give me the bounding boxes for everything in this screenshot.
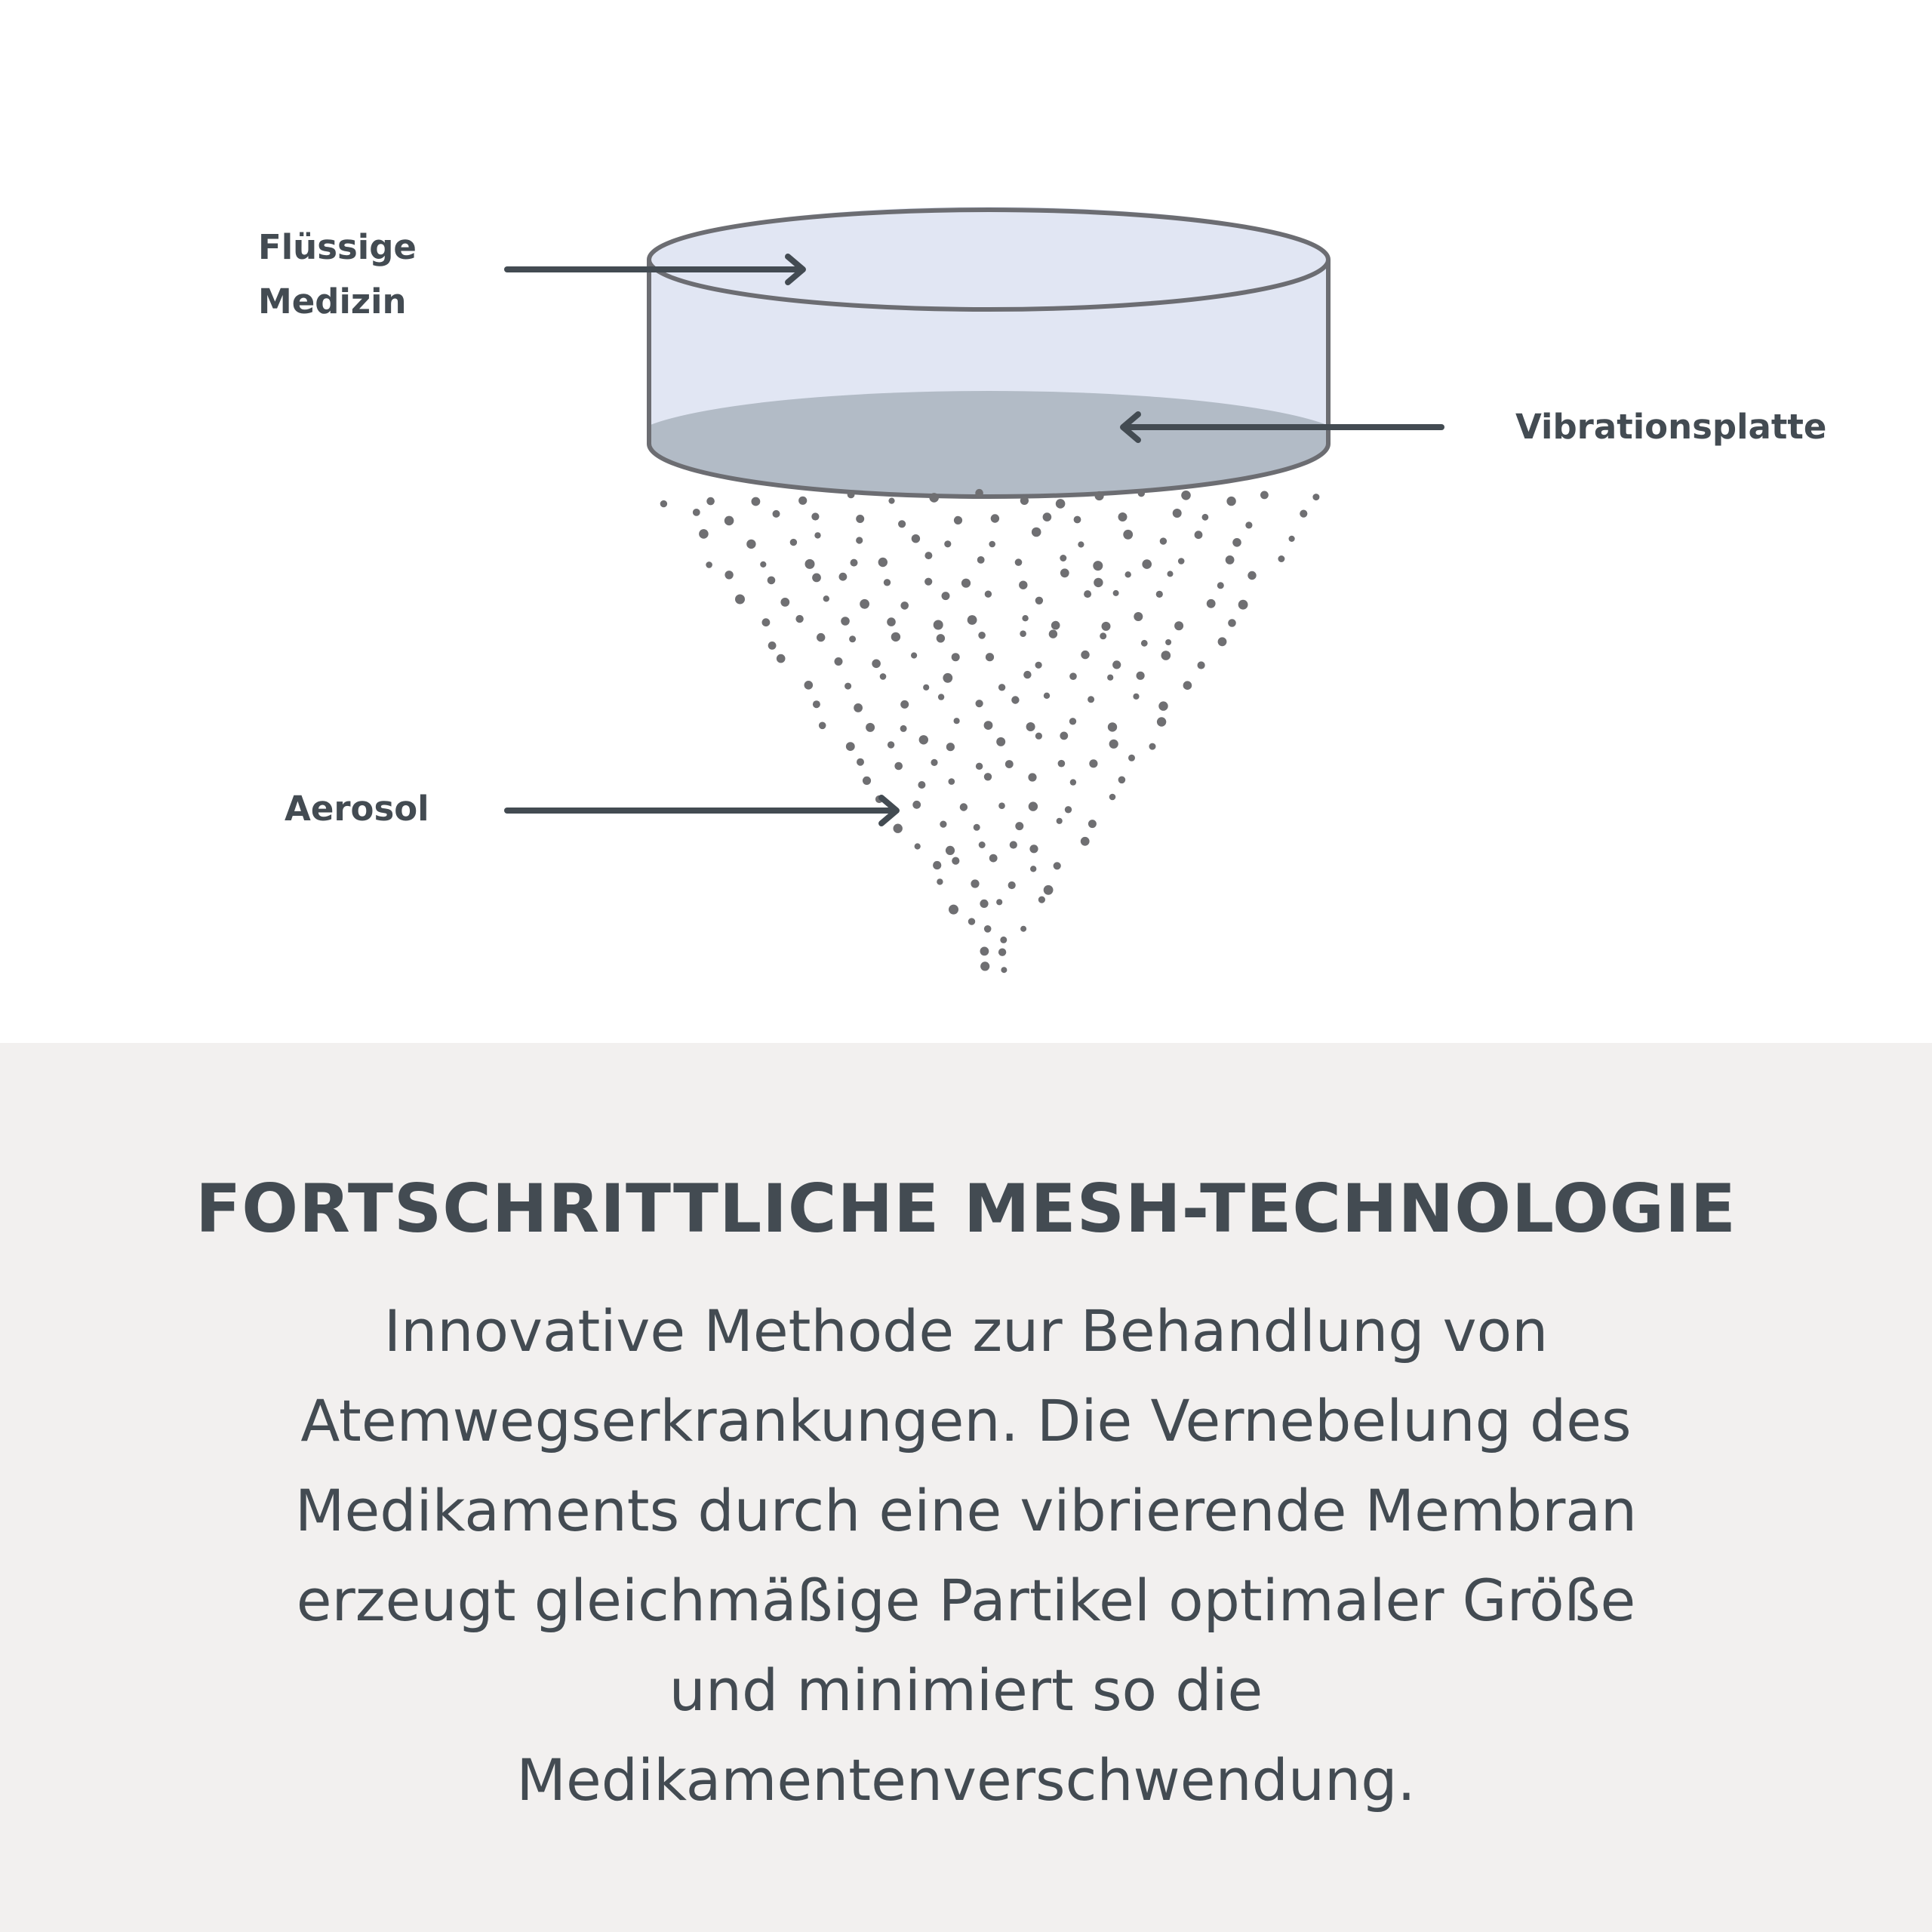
- aerosol-particle: [1181, 491, 1191, 500]
- aerosol-particle: [872, 660, 881, 669]
- aerosol-particle: [1060, 732, 1068, 740]
- aerosol-particle: [1060, 568, 1069, 577]
- aerosol-particle: [1109, 794, 1116, 801]
- aerosol-particle: [998, 802, 1005, 809]
- aerosol-particle: [856, 515, 864, 523]
- aerosol-particle: [976, 763, 983, 770]
- aerosol-particle: [819, 722, 826, 730]
- aerosol-particle: [1035, 662, 1042, 669]
- aerosol-particle: [1168, 571, 1174, 577]
- aerosol-particle: [860, 599, 869, 609]
- aerosol-particle: [1174, 621, 1183, 630]
- aerosol-particle: [760, 561, 766, 568]
- description: [136, 1286, 1796, 1825]
- aerosol-particle: [1232, 538, 1241, 547]
- aerosol-particle: [923, 685, 929, 691]
- aerosol-particle: [1112, 660, 1121, 669]
- aerosol-particle: [1022, 615, 1028, 621]
- aerosol-particle: [991, 514, 999, 522]
- aerosol-particle: [752, 497, 761, 506]
- aerosol-particle: [1095, 491, 1104, 500]
- aerosol-particle: [1094, 578, 1103, 587]
- aerosol-particle: [1078, 541, 1084, 547]
- aerosol-particle: [1015, 558, 1023, 566]
- aerosol-particle: [817, 633, 825, 641]
- aerosol-particle: [1015, 822, 1023, 830]
- aerosol-particle: [996, 899, 1002, 905]
- aerosol-particle: [912, 801, 921, 809]
- aerosol-particle: [1005, 760, 1014, 768]
- aerosol-particle: [706, 561, 712, 568]
- aerosol-particle: [1001, 967, 1007, 973]
- aerosol-particle: [841, 617, 850, 626]
- aerosol-particle: [1247, 571, 1256, 580]
- aerosol-particle: [849, 635, 856, 642]
- aerosol-particle: [968, 615, 977, 625]
- aerosol-particle: [933, 861, 941, 869]
- aerosol-particle: [888, 498, 894, 504]
- aerosol-particle: [1183, 681, 1192, 690]
- aerosol-particle: [984, 773, 992, 780]
- label-liquid-line-1: Flüssige: [258, 227, 417, 267]
- aerosol-particle: [942, 592, 950, 600]
- aerosol-particle: [746, 540, 755, 549]
- aerosol-particle: [937, 878, 943, 884]
- aerosol-particle: [1300, 510, 1307, 518]
- aerosol-particle: [1044, 693, 1050, 699]
- aerosol-particle: [1123, 530, 1133, 540]
- aerosol-particle: [974, 824, 980, 831]
- aerosol-particle: [1160, 537, 1167, 544]
- aerosol-particle: [971, 879, 979, 888]
- aerosol-particle: [699, 529, 709, 539]
- label-liquid-line-2: Medizin: [258, 281, 407, 321]
- aerosol-particle: [866, 723, 875, 732]
- aerosol-particle: [1107, 675, 1113, 681]
- aerosol-particle: [884, 579, 891, 586]
- aerosol-particle: [952, 653, 960, 661]
- aerosol-particle: [812, 574, 821, 583]
- aerosol-particle: [968, 918, 975, 924]
- aerosol-particle: [839, 573, 848, 581]
- aerosol-particle: [919, 735, 928, 744]
- aerosol-particle: [880, 673, 887, 680]
- aerosol-particle: [940, 821, 946, 828]
- aerosol-particle: [891, 632, 900, 641]
- aerosol-particle: [946, 743, 955, 751]
- aerosol-particle: [660, 500, 667, 507]
- aerosol-particle: [1156, 591, 1163, 598]
- description-line: Medikamentenverschwendung.: [516, 1746, 1416, 1814]
- aerosol-particle: [1008, 881, 1016, 889]
- aerosol-particle: [929, 493, 939, 503]
- arrow-aerosol: [507, 798, 897, 823]
- aerosol-particle: [1173, 509, 1182, 518]
- aerosol-particle: [979, 841, 986, 848]
- aerosol-particle: [888, 741, 894, 748]
- aerosol-particle: [805, 559, 815, 569]
- aerosol-particle: [998, 949, 1006, 956]
- aerosol-particle: [814, 532, 820, 538]
- aerosol-particle: [835, 657, 843, 666]
- aerosol-particle: [1226, 555, 1235, 565]
- aerosol-particle: [1312, 494, 1319, 500]
- aerosol-particle: [1102, 622, 1111, 631]
- aerosol-particle: [846, 742, 855, 751]
- aerosol-particle: [961, 579, 971, 588]
- aerosol-particle: [900, 725, 907, 732]
- aerosol-particle: [1023, 671, 1031, 678]
- aerosol-particle: [1049, 629, 1057, 638]
- aerosol-particle: [1161, 651, 1171, 660]
- aerosol-particle: [1029, 801, 1038, 811]
- aerosol-particle: [1125, 571, 1131, 577]
- aerosol-particle: [1134, 612, 1143, 621]
- aerosol-particle: [1228, 619, 1236, 627]
- aerosol-particle: [724, 516, 734, 526]
- aerosol-particle: [1178, 558, 1185, 565]
- aerosol-particle: [924, 552, 932, 559]
- aerosol-particle: [1081, 651, 1089, 659]
- aerosol-particle: [1245, 521, 1252, 528]
- aerosol-particle: [811, 512, 819, 520]
- description-panel: [0, 1043, 1932, 1932]
- aerosol-particle: [790, 539, 797, 546]
- aerosol-particle: [1020, 630, 1026, 637]
- aerosol-particle: [1093, 561, 1103, 571]
- aerosol-particle: [894, 824, 903, 833]
- aerosol-particle: [798, 497, 807, 505]
- aerosol-particle: [998, 684, 1005, 691]
- aerosol-particle: [980, 947, 989, 956]
- aerosol-particle: [937, 634, 945, 642]
- aerosol-particle: [1260, 491, 1269, 500]
- aerosol-particle: [762, 618, 771, 626]
- label-vibration-plate: Vibrationsplatte: [1515, 407, 1827, 447]
- aerosol-particle: [912, 534, 920, 543]
- aerosol-particle: [724, 571, 733, 579]
- aerosol-particle: [1149, 743, 1156, 750]
- aerosol-particle: [1084, 590, 1091, 598]
- aerosol-particle: [1020, 497, 1029, 505]
- label-liquid-medicine: [258, 220, 417, 329]
- aerosol-particle: [1043, 512, 1052, 521]
- aerosol-particle: [1226, 497, 1235, 506]
- aerosol-particle: [1158, 701, 1168, 710]
- description-line: und minimiert so die: [669, 1657, 1263, 1724]
- aerosol-particle: [1202, 514, 1209, 521]
- aerosol-particle: [1207, 599, 1216, 608]
- aerosol-particle: [938, 694, 944, 700]
- aerosol-particle: [1217, 582, 1224, 589]
- aerosol-particle: [949, 778, 955, 785]
- aerosol-particle: [773, 510, 780, 518]
- aerosol-particle: [1195, 531, 1203, 539]
- aerosol-particle: [780, 598, 789, 607]
- aerosol-particle: [1058, 760, 1066, 768]
- aerosol-particle: [863, 777, 871, 785]
- aerosol-particle: [944, 540, 951, 547]
- aerosol-particle: [813, 700, 820, 708]
- aerosol-particle: [1057, 818, 1063, 824]
- aerosol-particle: [848, 491, 855, 499]
- aerosol-particle: [1089, 759, 1097, 768]
- aerosol-particle: [894, 762, 903, 771]
- aerosol-particle: [768, 641, 777, 650]
- aerosol-particle: [1060, 555, 1066, 561]
- aerosol-particle: [1065, 806, 1072, 813]
- aerosol-particle: [1010, 841, 1017, 848]
- description-line: Innovative Methode zur Behandlung von: [383, 1297, 1549, 1364]
- aerosol-particle: [915, 843, 921, 849]
- aerosol-particle: [918, 781, 925, 789]
- aerosol-particle: [943, 673, 952, 683]
- aerosol-particle: [1198, 661, 1205, 669]
- aerosol-particle: [1029, 844, 1038, 853]
- aerosol-particle: [1109, 740, 1118, 749]
- aerosol-particle: [693, 509, 700, 516]
- aerosol-particle: [706, 497, 715, 506]
- aerosol-particle: [931, 759, 937, 766]
- aerosol-particle: [1218, 637, 1227, 646]
- aerosol-particle: [989, 541, 995, 548]
- description-line: Medikaments durch eine vibrierende Membran: [294, 1477, 1638, 1544]
- aerosol-particle: [878, 558, 888, 567]
- aerosol-particle: [887, 617, 896, 626]
- aerosol-particle: [844, 683, 851, 690]
- aerosol-particle: [949, 905, 958, 915]
- description-line: Atemwegserkrankungen. Die Vernebelung des: [300, 1387, 1632, 1454]
- aerosol-particle: [954, 516, 962, 525]
- aerosol-particle: [900, 601, 909, 610]
- aerosol-particle: [804, 681, 814, 690]
- aerosol-particle: [1118, 777, 1126, 784]
- aerosol-particle: [980, 900, 988, 908]
- aerosol-particle: [1069, 718, 1076, 724]
- aerosol-particle: [1030, 866, 1036, 872]
- aerosol-particle: [996, 737, 1005, 746]
- aerosol-particle: [857, 758, 864, 766]
- aerosol-particle: [1137, 672, 1145, 680]
- aerosol-particle: [900, 700, 909, 709]
- aerosol-particle: [1081, 837, 1090, 846]
- aerosol-particle: [1035, 597, 1043, 605]
- heading: FORTSCHRITTLICHE MESH-TECHNOLOGIE: [195, 1170, 1737, 1247]
- aerosol-particle: [1056, 499, 1066, 509]
- aerosol-particle: [1028, 773, 1036, 781]
- aerosol-particle: [984, 721, 993, 730]
- aerosol-particle: [1044, 885, 1054, 895]
- aerosol-particle: [1108, 722, 1117, 731]
- aerosol-particle: [1289, 536, 1295, 542]
- aerosol-particle: [1000, 937, 1007, 943]
- aerosol-particle: [1165, 639, 1171, 645]
- aerosol-particle: [1011, 696, 1019, 703]
- aerosol-particle: [1088, 696, 1094, 703]
- aerosol-particle: [898, 520, 906, 528]
- aerosol-particle: [954, 718, 960, 724]
- aerosol-particle: [985, 591, 992, 598]
- aerosol-particle: [777, 654, 786, 663]
- aerosol-particle: [1054, 862, 1061, 869]
- aerosol-particle: [1070, 779, 1076, 785]
- label-aerosol: Aerosol: [285, 789, 429, 829]
- aerosol-particle: [856, 537, 863, 543]
- description-line: erzeugt gleichmäßige Partikel optimaler Größe: [296, 1567, 1636, 1634]
- aerosol-particle: [1088, 820, 1097, 828]
- aerosol-particle: [1238, 600, 1248, 610]
- aerosol-particle: [960, 803, 968, 811]
- aerosol-particle: [795, 615, 803, 623]
- aerosol-particle: [975, 489, 983, 497]
- aerosol-particle: [978, 632, 986, 639]
- aerosol-particle: [1278, 555, 1284, 562]
- aerosol-particle: [911, 652, 917, 658]
- aerosol-particle: [735, 595, 745, 605]
- aerosol-particle: [1051, 621, 1060, 630]
- aerosol-particle: [1019, 581, 1027, 589]
- aerosol-particle: [1038, 897, 1045, 903]
- aerosol-particle: [976, 700, 983, 707]
- aerosol-particle: [854, 703, 863, 712]
- aerosol-particles: [660, 489, 1320, 973]
- aerosol-particle: [1100, 632, 1106, 639]
- aerosol-particle: [1138, 490, 1145, 497]
- aerosol-particle: [952, 857, 959, 865]
- aerosol-particle: [977, 556, 985, 564]
- aerosol-particle: [1133, 694, 1139, 700]
- aerosol-particle: [768, 577, 776, 585]
- aerosol-particle: [1142, 559, 1152, 569]
- aerosol-particle: [934, 620, 943, 630]
- aerosol-particle: [1032, 528, 1041, 537]
- aerosol-particle: [989, 854, 998, 863]
- aerosol-particle: [1128, 755, 1135, 761]
- aerosol-particle: [851, 559, 858, 567]
- aerosol-particle: [1118, 512, 1128, 521]
- aerosol-particle: [1035, 733, 1042, 740]
- aerosol-particle: [1069, 672, 1077, 680]
- aerosol-particle: [984, 925, 992, 933]
- aerosol-particle: [823, 595, 829, 601]
- aerosol-particle: [946, 846, 955, 855]
- aerosol-particle: [1026, 722, 1035, 731]
- aerosol-particle: [1141, 640, 1148, 647]
- aerosol-particle: [1157, 717, 1166, 726]
- aerosol-particle: [924, 578, 932, 586]
- aerosol-particle: [980, 961, 989, 971]
- aerosol-particle: [986, 653, 994, 661]
- aerosol-particle: [1020, 926, 1026, 932]
- aerosol-particle: [1074, 516, 1081, 524]
- aerosol-particle: [1113, 590, 1119, 596]
